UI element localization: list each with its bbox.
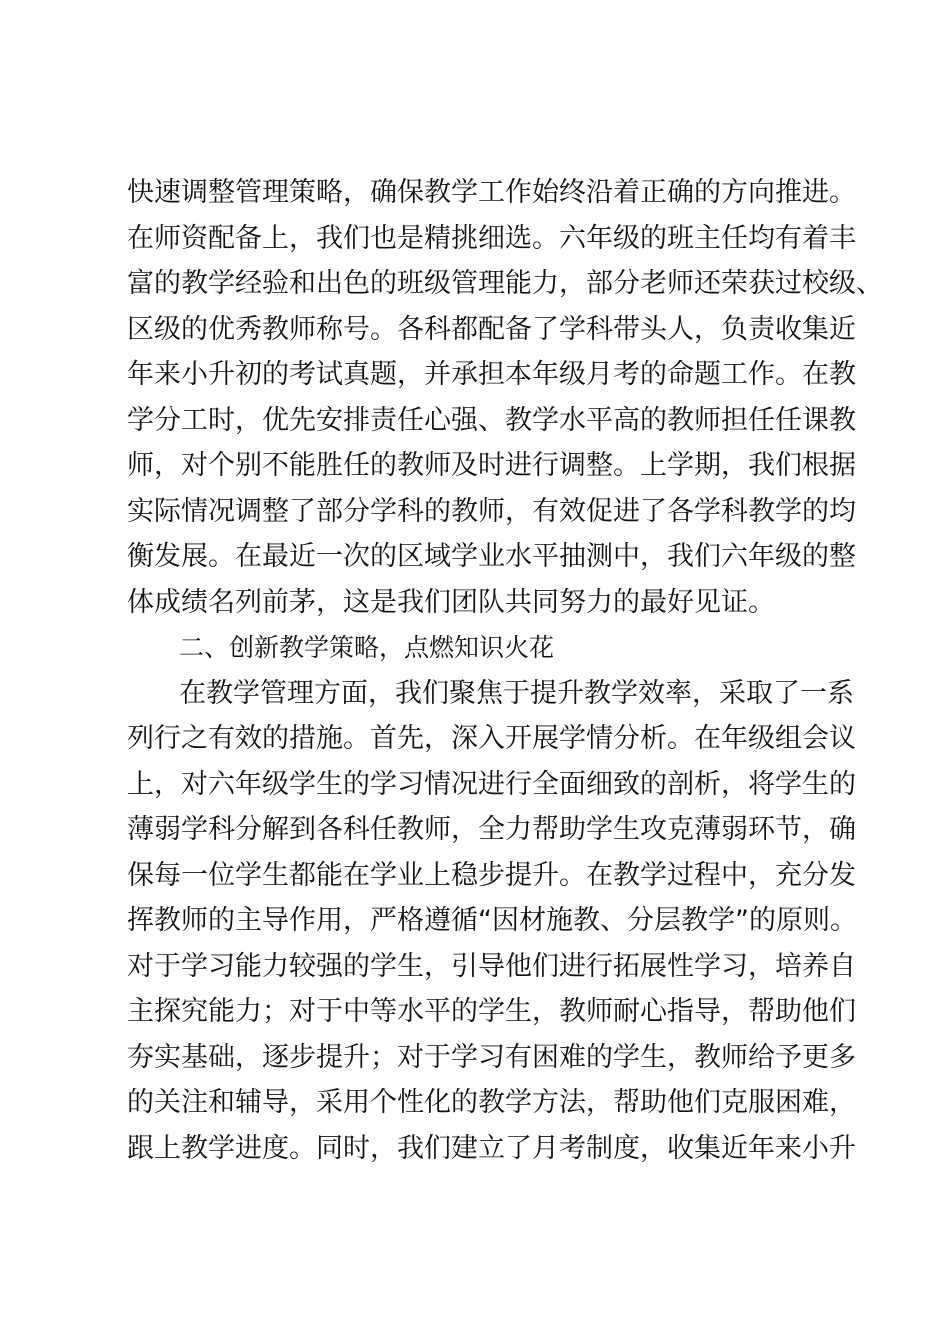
text-line: 挥教师的主导作用，严格遵循“因材施教、分层教学”的原则。: [127, 905, 857, 936]
text-line: 在师资配备上，我们也是精挑细选。六年级的班主任均有着丰: [127, 222, 856, 254]
text-line: 年来小升初的考试真题，并承担本年级月考的命题工作。在教: [127, 359, 856, 390]
text-line: 体成绩名列前茅，这是我们团队共同努力的最好见证。: [127, 586, 775, 618]
text-line: 学分工时，优先安排责任心强、教学水平高的教师担任任课教: [127, 404, 856, 436]
text-line: 的关注和辅导，采用个性化的教学方法，帮助他们克服困难，: [127, 1087, 856, 1118]
text-line: 主探究能力；对于中等水平的学生，教师耐心指导，帮助他们: [127, 996, 856, 1027]
section-heading: 二、创新教学策略，点燃知识火花: [179, 633, 555, 662]
paragraph-teaching-management: [127, 671, 857, 1172]
text-line: 对于学习能力较强的学生，引导他们进行拓展性学习，培养自: [127, 950, 856, 982]
text-line: 富的教学经验和出色的班级管理能力，部分老师还荣获过校级、: [127, 268, 883, 299]
paragraph-continuation: [127, 170, 883, 625]
text-line: 快速调整管理策略，确保教学工作始终沿着正确的方向推进。: [127, 177, 856, 208]
text-line: 薄弱学科分解到各科任教师，全力帮助学生攻克薄弱环节，确: [127, 814, 856, 845]
text-line: 保每一位学生都能在学业上稳步提升。在教学过程中，充分发: [127, 859, 856, 891]
text-line: 实际情况调整了部分学科的教师，有效促进了各学科教学的均: [127, 495, 856, 527]
text-line: 师，对个别不能胜任的教师及时进行调整。上学期，我们根据: [127, 450, 856, 481]
document-body: [127, 170, 883, 1171]
text-line: 跟上教学进度。同时，我们建立了月考制度，收集近年来小升: [127, 1132, 856, 1164]
text-line: 在教学管理方面，我们聚焦于提升教学效率，采取了一系: [179, 677, 854, 709]
text-line: 列行之有效的措施。首先，深入开展学情分析。在年级组会议: [127, 723, 856, 754]
text-line: 衡发展。在最近一次的区域学业水平抽测中，我们六年级的整: [127, 541, 856, 572]
text-line: 上，对六年级学生的学习情况进行全面细致的剖析，将学生的: [127, 768, 856, 800]
text-line: 区级的优秀教师称号。各科都配备了学科带头人，负责收集近: [127, 313, 856, 345]
text-line: 夯实基础，逐步提升；对于学习有困难的学生，教师给予更多: [127, 1041, 856, 1073]
